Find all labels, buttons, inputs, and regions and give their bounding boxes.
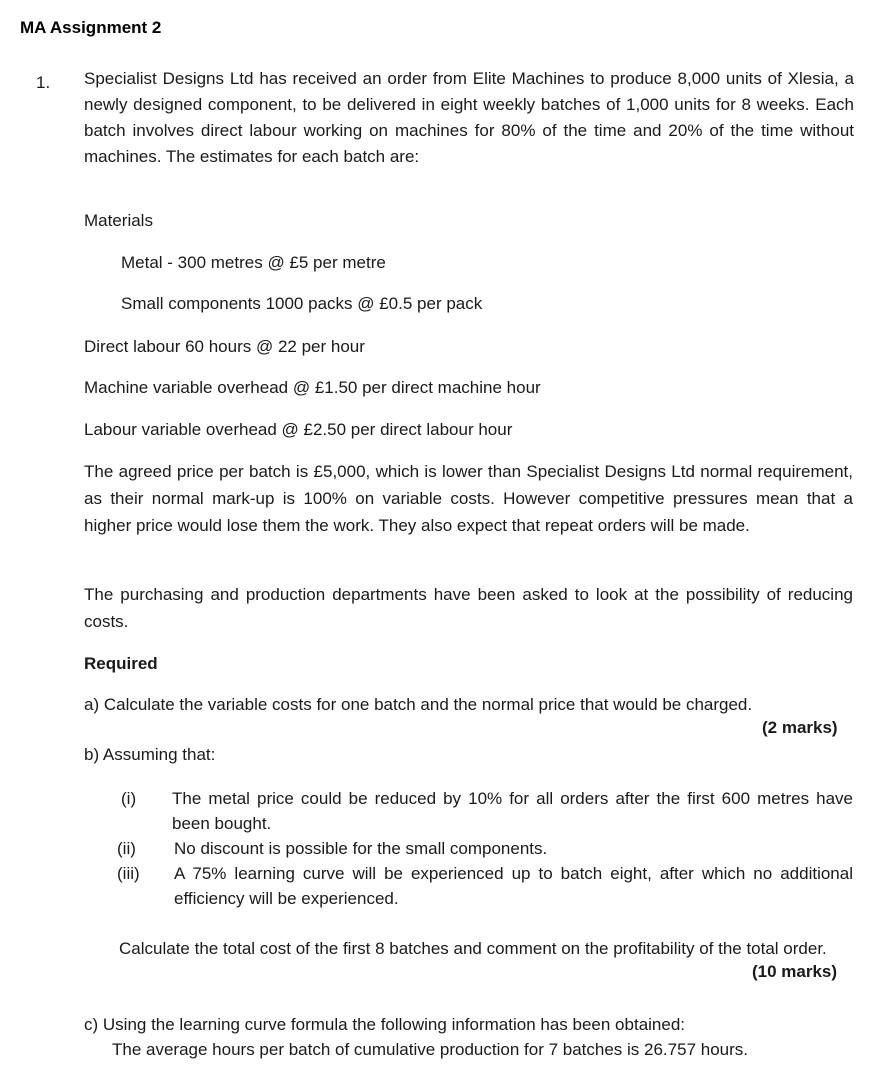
part-b-marks: (10 marks)	[752, 962, 838, 981]
part-a-text: a) Calculate the variable costs for one batch and the normal price that would be charged.	[84, 695, 753, 714]
materials-heading: Materials	[84, 211, 153, 230]
intro-paragraph: Specialist Designs Ltd has received an order from Elite Machines to produce 8,000 units of Xlesia, a newly designed component, to be delivered in eight weekly batches of 1,000 units for 8 weeks. Each batch involves direct labour working on machines for 80% of the time and 20% of the time without machines. The estimates for each batch are:	[84, 69, 854, 166]
part-a-marks: (2 marks)	[762, 718, 838, 737]
page-title: MA Assignment 2	[20, 18, 162, 37]
labour-overhead-line: Labour variable overhead @ £2.50 per direct labour hour	[84, 420, 513, 439]
part-b-heading: b) Assuming that:	[84, 745, 216, 764]
required-heading: Required	[84, 654, 158, 673]
assumption-numeral: (iii)	[117, 864, 140, 883]
small-components-line: Small components 1000 packs @ £0.5 per pack	[121, 294, 483, 313]
direct-labour-line: Direct labour 60 hours @ 22 per hour	[84, 337, 365, 356]
part-c-line-2: The average hours per batch of cumulative production for 7 batches is 26.757 hours.	[112, 1040, 748, 1059]
assumption-text: A 75% learning curve will be experienced up to batch eight, after which no additional efficiency will be experienced.	[174, 864, 853, 908]
assumption-numeral: (i)	[121, 789, 137, 808]
purchasing-paragraph: The purchasing and production departments have been asked to look at the possibility of reducing costs.	[84, 585, 853, 631]
assumption-text: The metal price could be reduced by 10% for all orders after the first 600 metres have been bought.	[172, 789, 853, 833]
assumption-numeral: (ii)	[117, 839, 136, 858]
question-number: 1.	[36, 73, 51, 92]
part-c-line-1: c) Using the learning curve formula the following information has been obtained:	[84, 1015, 686, 1034]
assumption-text: No discount is possible for the small components.	[174, 839, 548, 858]
machine-overhead-line: Machine variable overhead @ £1.50 per direct machine hour	[84, 378, 541, 397]
metal-line: Metal - 300 metres @ £5 per metre	[121, 253, 386, 272]
agreed-price-paragraph: The agreed price per batch is £5,000, which is lower than Specialist Designs Ltd normal requirement, as their normal mark-up is 100% on variable costs. However competitive pressures mean that a higher price would lose them the work. They also expect that repeat orders will be made.	[84, 462, 853, 535]
part-b-calculation: Calculate the total cost of the first 8 batches and comment on the profitability of the total order.	[119, 939, 827, 958]
